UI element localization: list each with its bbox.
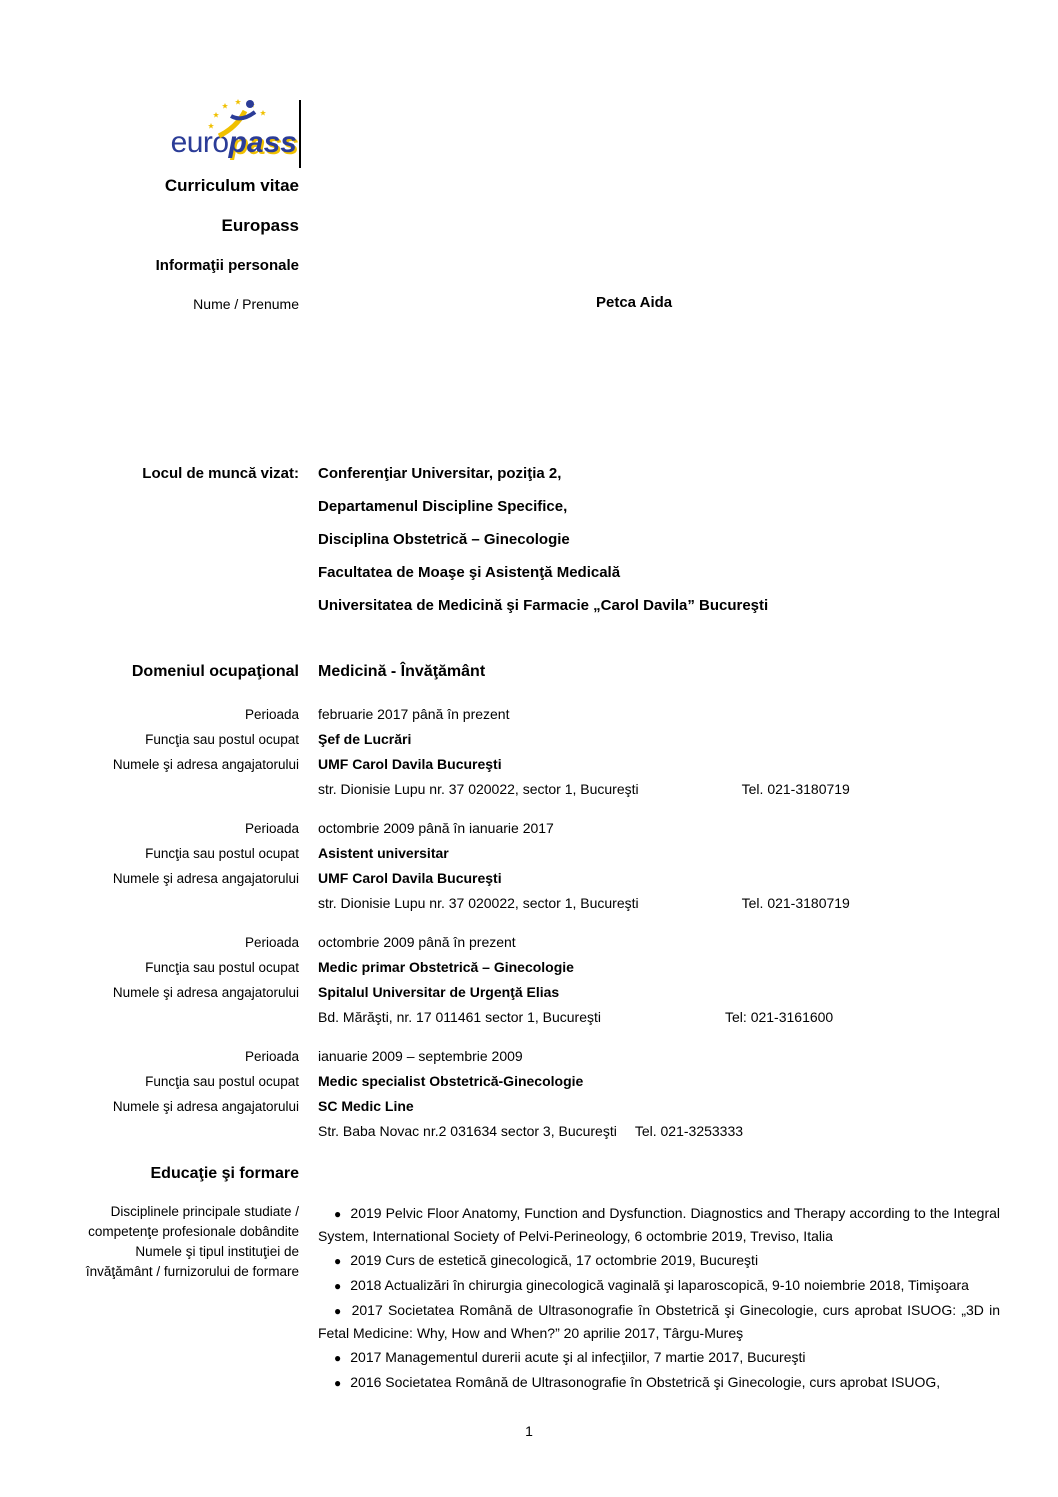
position-label: Funcţia sau postul ocupat [145,732,299,747]
education-items [299,1202,1058,1396]
europass-logo [171,100,297,160]
position-value: Medic specialist Obstetrică-Ginecologie [318,1073,584,1089]
education-label [0,1202,299,1396]
employer-value: UMF Carol Davila Bucureşti [318,870,502,886]
address-value: str. Dionisie Lupu nr. 37 020022, sector 1, Bucureşti [318,781,639,797]
figure-head-icon [246,100,254,108]
period-label: Perioada [244,1049,299,1064]
position-label: Funcţia sau postul ocupat [145,846,299,861]
employer-value: Spitalul Universitar de Urgenţă Elias [318,984,560,1000]
job-target-line: Facultatea de Moaşe şi Asistenţă Medicală [318,564,621,581]
address-value: str. Dionisie Lupu nr. 37 020022, sector 1, Bucureşti [318,895,639,911]
period-label: Perioada [244,821,299,836]
education-item: ● 2018 Actualizări în chirurgia ginecologică vaginală şi laparoscopică, 9-10 noiembrie 2018, Timişoara [334,1277,969,1293]
occupational-domain-value: Medicină - Învăţământ [318,663,486,680]
phone-value: Tel. 021-3180719 [741,895,850,911]
logo-euro-text: euro [170,126,229,159]
employer-label: Numele şi adresa angajatorului [112,985,299,1000]
position-value: Şef de Lucrări [318,731,412,747]
period-value: octombrie 2009 până în prezent [318,934,516,950]
job-target-row [0,464,1058,616]
cv-subtitle: Europass [221,216,299,235]
job-block [0,930,1058,1030]
position-label: Funcţia sau postul ocupat [145,1074,299,1089]
personal-info-row [0,256,1058,276]
job-block [0,702,1058,802]
job-target-label: Locul de muncă vizat: [142,465,299,482]
address-row [299,777,1058,802]
education-item: ● 2017 Societatea Română de Ultrasonografie în Obstetrică şi Ginecologie, curs aprobat ISUOG: „3D in Fetal Medicine: Why, How and When?” 20 aprilie 2017, Târgu-Mureş [318,1302,1001,1341]
employer-label: Numele şi adresa angajatorului [112,871,299,886]
cv-title-row [0,176,1058,196]
bullet-icon: ● [334,1304,343,1318]
address-row [299,1119,1058,1144]
education-label-line: învăţământ / furnizorului de formare [85,1264,299,1279]
phone-value: Tel: 021-3161600 [725,1009,834,1025]
period-label: Perioada [244,707,299,722]
period-value: februarie 2017 până în prezent [318,706,510,722]
job-block [0,1044,1058,1144]
logo-cell [0,100,299,168]
address-value: Str. Baba Novac nr.2 031634 sector 3, Bucureşti [318,1123,617,1139]
occupational-domain-row [0,662,1058,682]
name-value: Petca Aida [596,294,673,311]
employer-value: SC Medic Line [318,1098,414,1114]
experience-section [0,702,1058,1144]
job-block [0,816,1058,916]
cv-title: Curriculum vitae [164,176,299,195]
education-title-row [0,1164,1058,1184]
position-value: Asistent universitar [318,845,449,861]
position-value: Medic primar Obstetrică – Ginecologie [318,959,574,975]
logo-pass-text: pass [228,126,297,159]
education-item: ● 2017 Managementul durerii acute şi al infecţiilor, 7 martie 2017, Bucureşti [334,1349,806,1365]
education-item: ● 2019 Pelvic Floor Anatomy, Function and Dysfunction. Diagnostics and Therapy according to the Integral System, International Society of Pelvi-Perineology, 6 octombrie 2019, Treviso, Italia [318,1205,1001,1244]
education-item: ● 2016 Societatea Română de Ultrasonografie în Obstetrică şi Ginecologie, curs aprobat ISUOG, [334,1374,941,1390]
position-label: Funcţia sau postul ocupat [145,960,299,975]
address-row [299,891,1058,916]
cv-subtitle-row [0,216,1058,236]
address-row [299,1005,1058,1030]
period-label: Perioada [244,935,299,950]
job-target-line: Universitatea de Medicină şi Farmacie „Carol Davila” Bucureşti [318,597,769,614]
education-label-line: Numele şi tipul instituţiei de [135,1244,299,1259]
job-target-line: Disciplina Obstetrică – Ginecologie [318,531,570,548]
name-label: Nume / Prenume [193,296,299,312]
occupational-domain-label: Domeniul ocupaţional [131,663,299,680]
period-value: octombrie 2009 până în ianuarie 2017 [318,820,554,836]
bullet-icon: ● [334,1351,342,1365]
personal-info-heading: Informaţii personale [155,257,299,274]
bullet-icon: ● [334,1279,342,1293]
job-target-content [299,464,1058,616]
address-value: Bd. Mărăşti, nr. 17 011461 sector 1, Bucureşti [318,1009,602,1025]
employer-label: Numele şi adresa angajatorului [112,1099,299,1114]
phone-value: Tel. 021-3180719 [741,781,850,797]
education-label-line: Disciplinele principale studiate / [110,1204,299,1219]
employer-value: UMF Carol Davila Bucureşti [318,756,502,772]
education-heading: Educaţie şi formare [150,1165,299,1182]
bullet-icon: ● [334,1254,342,1268]
period-value: ianuarie 2009 – septembrie 2009 [318,1048,523,1064]
employer-label: Numele şi adresa angajatorului [112,757,299,772]
education-content-row [0,1202,1058,1396]
logo-divider [299,100,1058,168]
name-row [0,294,1058,314]
bullet-icon: ● [334,1207,342,1221]
spacer [0,314,1058,464]
job-target-line: Conferenţiar Universitar, poziţia 2, [318,465,562,482]
logo-row [0,100,1058,168]
europass-emblem-icon [205,96,271,140]
page-number: 1 [525,1423,533,1439]
phone-value: Tel. 021-3253333 [634,1123,744,1139]
job-target-line: Departamenul Discipline Specifice, [318,498,568,515]
education-item: ● 2019 Curs de estetică ginecologică, 17 octombrie 2019, Bucureşti [334,1252,759,1268]
education-label-line: competenţe profesionale dobândite [88,1224,299,1239]
bullet-icon: ● [334,1376,342,1390]
